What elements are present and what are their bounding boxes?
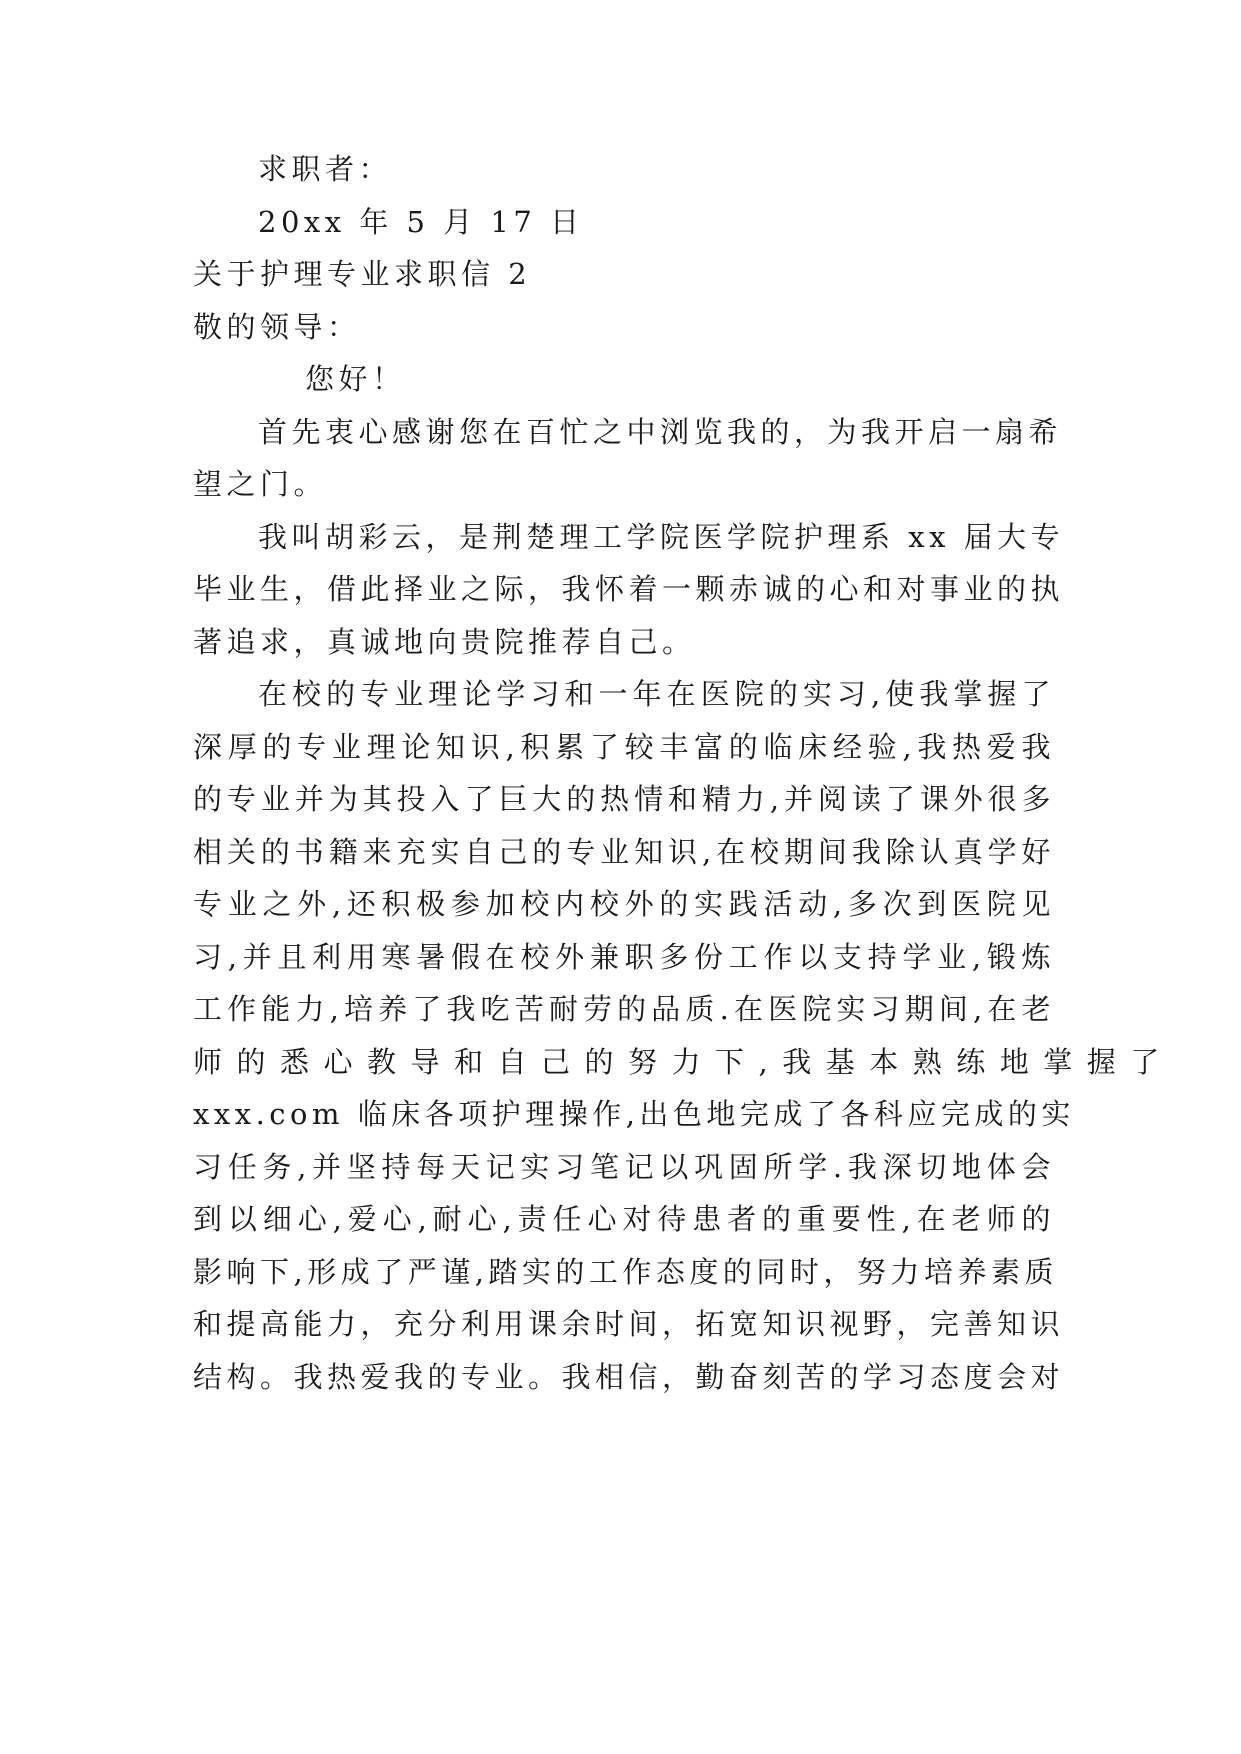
body-line: 影响下,形成了严谨,踏实的工作态度的同时，努力培养素质	[193, 1255, 1058, 1289]
body-line: 工作能力,培养了我吃苦耐劳的品质.在医院实习期间,在老	[193, 992, 1055, 1026]
greeting: 您好！	[305, 362, 406, 396]
body-line: 习任务,并坚持每天记实习笔记以巩固所学.我深切地体会	[193, 1150, 1055, 1184]
body-line: 和提高能力，充分利用课余时间，拓宽知识视野，完善知识	[193, 1307, 1065, 1341]
letter-date: 20xx 年 5 月 17 日	[258, 205, 584, 239]
body-line: 专业之外,还积极参加校内校外的实践活动,多次到医院见	[193, 887, 1055, 921]
body-line: 结构。我热爱我的专业。我相信，勤奋刻苦的学习态度会对	[193, 1360, 1065, 1394]
body-line: 在校的专业理论学习和一年在医院的实习,使我掌握了	[258, 677, 1055, 711]
body-line: 首先衷心感谢您在百忙之中浏览我的，为我开启一扇希	[258, 415, 1063, 449]
body-line: 习,并且利用寒暑假在校外兼职多份工作以支持学业,锻炼	[193, 940, 1055, 974]
body-line: 的专业并为其投入了巨大的热情和精力,并阅读了课外很多	[193, 782, 1055, 816]
body-line: xxx.com 临床各项护理操作,出色地完成了各科应完成的实	[193, 1097, 1075, 1131]
body-line: 师的悉心教导和自己的努力下,我基本熟练地掌握了	[193, 1045, 1174, 1079]
body-line: 到以细心,爱心,耐心,责任心对待患者的重要性,在老师的	[193, 1202, 1055, 1236]
body-line: 著追求，真诚地向贵院推荐自己。	[193, 625, 696, 659]
signature-label: 求职者：	[258, 152, 393, 186]
body-line: 相关的书籍来充实自己的专业知识,在校期间我除认真学好	[193, 835, 1055, 869]
body-line: 望之门。	[193, 467, 328, 501]
salutation: 敬的领导：	[193, 310, 361, 344]
body-line: 深厚的专业理论知识,积累了较丰富的临床经验,我热爱我	[193, 730, 1055, 764]
body-line: 我叫胡彩云，是荆楚理工学院医学院护理系 xx 届大专	[258, 520, 1065, 554]
letter-title: 关于护理专业求职信 2	[193, 257, 532, 291]
body-line: 毕业生，借此择业之际，我怀着一颗赤诚的心和对事业的执	[193, 572, 1065, 606]
